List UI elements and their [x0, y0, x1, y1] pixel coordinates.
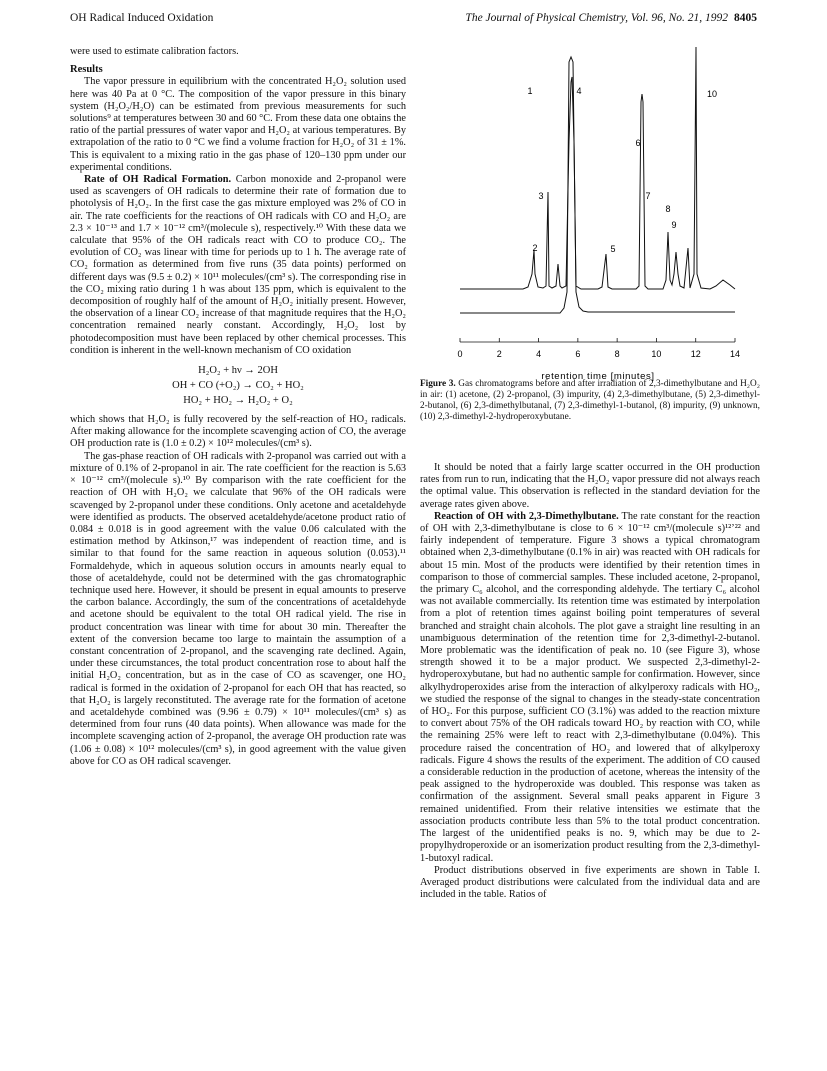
- figure-caption: [420, 379, 760, 423]
- peak-label-3: 3: [538, 191, 544, 201]
- x-tick-label: 6: [575, 349, 581, 359]
- equation-block: [70, 363, 406, 408]
- paragraph-dimethylbutane: [420, 511, 760, 865]
- paragraph-dimethylbutane-text: The rate constant for the reaction of OH with 2,3-dimethylbutane is close to 6 × 10⁻¹² cm³/(molecule s)¹²ʼ²² and fairly independent of temperature. Figure 3 shows a typical chromatogram obtained when 2,3-dimethylbutane (0.1% in air) was reacted with OH radicals for about 15 min. Most of the products were identified by their retention times in comparison to those of commercial samples. These included acetone, 2-propanol, the primary C₆ alcohol, and the corresponding aldehyde. The tertiary C₆ alcohol was not available commercially. Its retention time was estimated by interpolation from a plot of retention times against boiling point temperatures of several branched and straight chain alcohols. The plot gave a straight line resulting in an unambiguous determination of the retention time for 2,3-dimethyl-2-butanol. More problematic was the identification of peak no. 10 (see Figure 3), whose strength showed it to be a major product. We suspected 2,3-dimethyl-2-hydroperoxybutane, but had no authentic sample for confirmation. However, since alkylhydroperoxides arise from the interaction of alkylperoxy radicals with HO₂, we studied the response of the signal to changes in the steady-state concentration of HO₂. For this purpose, sufficient CO (3.1%) was added to the reaction mixture to convert about 75% of the OH radicals toward HO₂ by reaction with CO, while the remaining 25% were left to react with 2,3-dimethylbutane (0.04%). This procedure raised the concentration of HO₂ and lowered that of alkylperoxy radicals. Figure 4 shows the results of the experiment. The addition of CO caused a considerable reduction in the production of acetone, whereas the intensity of the peak assigned to the hydroperoxide was doubled. This response was taken as confirmation of the assignment. Several small peaks apparent in Figure 3 remained unidentified. From their relative intensities we estimate that the association products contribute less than 5% to the total product concentration. The largest of the unidentified peaks is no. 9, which may be due to 2-propylhydroperoxide or an isomerization product resulting from the 2,3-dimethyl-1-butoxyl radical.: [420, 510, 761, 864]
- x-tick-label: 14: [729, 349, 741, 359]
- peak-label-6: 6: [635, 138, 641, 148]
- paragraph-after-equations: which shows that H₂O₂ is fully recovered by the self-reaction of HO₂ radicals. After making allowance for the incomplete scavenging action of CO, the average OH production rate is (1.0 ± 0.2) × 10¹² molecules/(cm³ s).: [70, 414, 406, 450]
- peak-label-4: 4: [576, 86, 582, 96]
- page-header: [70, 12, 757, 28]
- x-tick-label: 12: [690, 349, 701, 359]
- x-axis-ticks: [457, 338, 740, 359]
- peak-label-5: 5: [610, 244, 616, 254]
- x-tick-label: 0: [457, 349, 463, 359]
- right-column: [420, 462, 760, 901]
- x-axis-label: retention time [minutes]: [541, 371, 655, 382]
- results-heading: Results: [70, 64, 103, 76]
- page-number: 8405: [734, 12, 757, 24]
- journal-name: The Journal of Physical Chemistry, Vol. 96, No. 21, 1992: [465, 12, 728, 24]
- journal-citation: [465, 12, 757, 24]
- paragraph-oh-rate-text: Carbon monoxide and 2-propanol were used as scavengers of OH radicals to determine their rate of formation due to photolysis of H₂O₂. In the first case the gas mixture employed was 2% of CO in air. The rate coefficients for the reactions of OH radicals with CO and H₂O₂ are 2.3 × 10⁻¹³ and 1.7 × 10⁻¹² cm³/(molecule s), respectively.¹⁰ With these data we calculate that 95% of the OH radicals react with CO to produce CO₂. The evolution of CO₂ was linear with time for periods up to 1 h. The average rate of CO₂ formation as determined from five runs (35 data points) performed on different days was (9.5 ± 0.2) × 10¹¹ molecules/(cm³ s). The corresponding rise in the CO₂ mixing ratio during 1 h was about 135 ppm, which is equivalent to the decomposition of roughly half of the amount of H₂O₂ initially present. However, the observation of a linear CO₂ increase of that magnitude requires that the H₂O₂ concentration remained nearly constant. Accordingly, H₂O₂ lost by photodecomposition must have been replaced by other chemical processes. This condition is inherent in the well-known mechanism of CO oxidation: [70, 174, 406, 356]
- peak-label-9: 9: [671, 220, 677, 230]
- left-column: [70, 46, 406, 768]
- chromatogram-figure: [448, 42, 748, 382]
- equation-1: H₂O₂ + hν → 2OH: [198, 365, 278, 377]
- peak-label-10: 10: [706, 89, 718, 99]
- paragraph-vapor-pressure: The vapor pressure in equilibrium with the concentrated H₂O₂ solution used here was 40 Pa at 0 °C. The composition of the vapor pressure in this binary system (H₂O₂/H₂O) can be estimated from previous measurements for such solutions⁹ at temperatures between 30 and 60 °C. From these data one obtains the ratio of the partial pressures of water vapor and H₂O₂ at various temperatures. By extrapolation of the ratio to 0 °C we find a volume fraction for H₂O₂ of 31 ± 1%. This is equivalent to a mixing ratio in the gas phase of 120–130 ppm under our experimental conditions.: [70, 76, 406, 173]
- runin-heading-oh-rate: Rate of OH Radical Formation.: [84, 174, 232, 186]
- x-tick-label: 8: [614, 349, 620, 359]
- equation-2: OH + CO (+O₂) → CO₂ + HO₂: [172, 380, 304, 392]
- x-tick-label: 2: [496, 349, 502, 359]
- figure-caption-text: Gas chromatograms before and after irradiation of 2,3-dimethylbutane and H₂O₂ in air: (1) acetone, (2) 2-propanol, (3) impurity, (4) 2,3-dimethylbutane, (5) 2,3-dimethyl-2-butanol, (6) 2,3-dimethylbutanal, (7) 2,3-dimethyl-1-butanol, (8) impurity, (9) unknown, (10) 2,3-dimethyl-2-hydroperoxybutane.: [420, 379, 761, 422]
- peak-label-2: 2: [532, 243, 538, 253]
- paragraph-oh-rate: [70, 174, 406, 357]
- runin-heading-dimethylbutane: Reaction of OH with 2,3-Dimethylbutane.: [434, 510, 619, 522]
- paragraph-product-distributions: Product distributions observed in five experiments are shown in Table I. Averaged product distributions were calculated from the individual data and are included in the table. Ratios of: [420, 864, 760, 901]
- paragraph-2-propanol: The gas-phase reaction of OH radicals with 2-propanol was carried out with a mixture of 0.1% of 2-propanol in air. The rate coefficient for the reaction is 5.63 × 10⁻¹² cm³/(molecule s).¹⁰ By comparison with the rate coefficient for the reaction of OH with H₂O₂ we calculate that 96% of the OH radicals were scavenged by 2-propanol under these conditions. Only acetone and acetaldehyde were identified as products. The observed acetaldehyde/acetone product ratio of 0.084 ± 0.018 is in good agreement with the value 0.06 calculated with the estimation method by Atkinson,¹⁷ was independent of reaction time, and is similar to that found for the same reaction in aqueous solution (0.053).¹¹ Formaldehyde, which in aqueous solution occurs in amounts nearly equal to those of acetaldehyde, could not be determined with the gas chromatographic technique used here. However, it should be present in equal amounts to preserve the carbon balance. Accordingly, the sum of the concentrations of acetaldehyde and acetone should be equivalent to the total OH radical yield. The rise in product concentration was linear with time for about 30 min. Thereafter the extent of the conversion became too large to maintain the assumption of a constant concentration of 2-propanol, and the scavenging rate declined. Again, under these circumstances, the total product concentration rose to about half the initial H₂O₂ concentration, but as in the case of CO as scavenger, one HO₂ radical is formed in the oxidation of 2-propanol for each OH that has reacted, so that H₂O₂ is largely reconstituted. The average rate for the formation of acetone and acetaldehyde combined was (9.96 ± 0.79) × 10¹¹ molecules/(cm³ s) as determined from four runs (40 data points). When allowance was made for the incomplete scavenging action of 2-propanol, the average OH production rate was (1.06 ± 0.08) × 10¹² molecules/(cm³ s), in good agreement with the value given above for CO as OH radical scavenger.: [70, 450, 406, 767]
- equation-3: HO₂ + HO₂ → H₂O₂ + O₂: [183, 395, 293, 407]
- chromatogram-plot: [448, 42, 748, 382]
- figure-caption-label: Figure 3.: [420, 379, 456, 389]
- peak-label-1: 1: [527, 86, 533, 96]
- x-tick-label: 4: [536, 349, 542, 359]
- trace-after-irradiation: [460, 47, 735, 289]
- peak-label-8: 8: [665, 204, 671, 214]
- peak-label-7: 7: [645, 191, 651, 201]
- carryover-line: were used to estimate calibration factors.: [70, 46, 239, 57]
- paragraph-scatter-note: It should be noted that a fairly large scatter occurred in the OH production rates from run to run, indicating that the H₂O₂ vapor pressure did not always reach the optimal value. This observation is reflected in the standard deviation for the average rates given above.: [420, 462, 760, 510]
- x-tick-label: 10: [651, 349, 662, 359]
- running-head: OH Radical Induced Oxidation: [70, 12, 214, 24]
